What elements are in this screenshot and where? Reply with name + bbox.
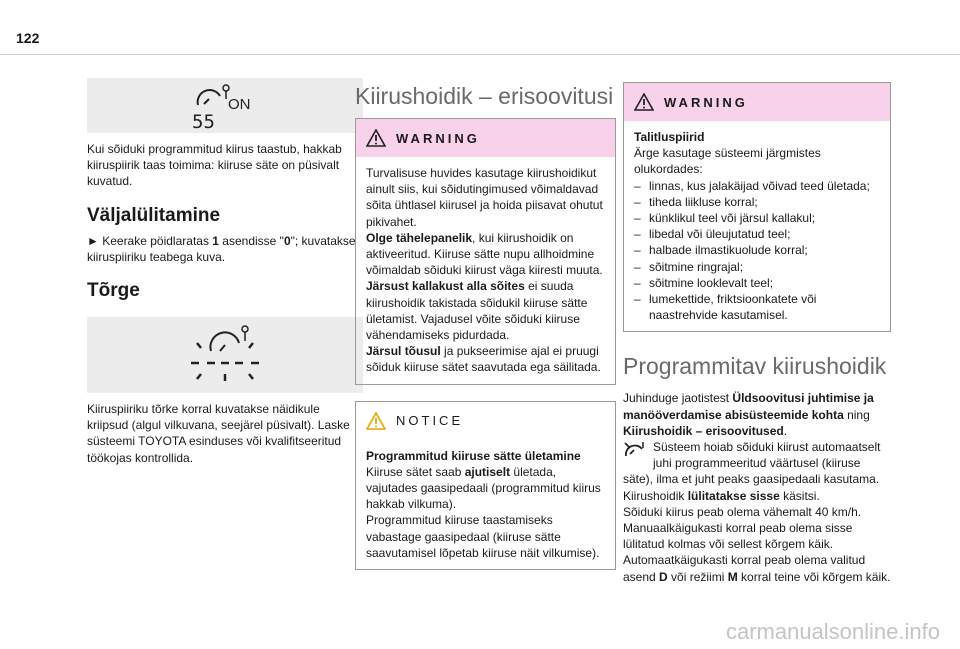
limits-warning-body	[624, 121, 890, 331]
header-divider	[0, 54, 960, 55]
heading-fault: Tõrge	[87, 280, 140, 302]
list-item: – sõitmine ringrajal;	[634, 259, 744, 274]
limits-warning-box	[623, 82, 891, 332]
speed-limiter-on-figure	[87, 78, 363, 133]
restore-paragraph: Kui sõiduki programmitud kiirus taastub, hakkab kiiruspiirik taas toimima: kiiruse säte on püsivalt kuvatud.	[87, 142, 342, 189]
speed-requirement: Sõiduki kiirus peab olema vähemalt 40 km/h.	[623, 504, 862, 519]
list-item: – tiheda liikluse korral;	[634, 194, 758, 209]
limits-intro: Ärge kasutage süsteemi järgmistes olukordades:	[634, 146, 821, 177]
fault-figure	[87, 317, 363, 393]
automatic-gearbox-paragraph: Automaatkäigukasti korral peab olema valitud asend D või režiimi M korral teine või kõrgem käik.	[623, 553, 891, 584]
left-column	[87, 78, 363, 466]
warning-p3: Järsust kallakust alla sõites ei suuda kiirushoidik takistada sõidukil kiiruse sätte ületamist. Vajadusel võite sõiduki kiiruse vähendamiseks pidurdada.	[366, 279, 588, 343]
limits-subtitle: Talitluspiirid	[634, 130, 705, 144]
watermark: carmanualsonline.info	[725, 619, 940, 644]
heading-switch-off: Väljalülitamine	[87, 204, 221, 226]
limits-list	[634, 178, 880, 324]
speed-limiter-fault-icon	[185, 323, 265, 387]
notice-title: NOTICE	[396, 413, 464, 429]
right-column	[623, 78, 891, 585]
system-paragraph-block	[623, 439, 891, 488]
notice-p2: Programmitud kiiruse taastamiseks vabastage gaasipedaal (kiiruse sätte saavutamisel lõpetab kiiruse näit vilkumise).	[366, 513, 600, 560]
list-item: – linnas, kus jalakäijad võivad teed ületada;	[634, 178, 870, 193]
manual-gearbox-paragraph: Manuaalkäigukasti korral peab olema sisse lülitatud kolmas või sellest kõrgem käik.	[623, 521, 853, 552]
switch-off-paragraph: ► Keerake pöidlaratas 1 asendisse "0"; kuvatakse kiiruspiiriku teabega kuva.	[87, 233, 356, 264]
page-number: 122	[16, 30, 40, 46]
warning-title: WARNING	[396, 130, 480, 146]
warning-title: WARNING	[664, 94, 748, 110]
warning-box	[355, 118, 616, 385]
section-title-recommendations: Kiirushoidik – erisoovitusi	[355, 83, 614, 109]
warning-p1: Turvalisuse huvides kasutage kiirushoidikut ainult siis, kui sõidutingimused võimaldavad sõita ühtlasel kiirusel ja hoida piisavat ohutut pikivahet.	[366, 166, 603, 229]
warning-p4: Järsul tõusul ja pukseerimise ajal ei pruugi sõiduk kiiruse sätet saavutada ega säilitada.	[366, 344, 601, 375]
list-item: – libedal või üleujutatud teel;	[634, 227, 791, 242]
warning-body	[356, 157, 615, 384]
fault-paragraph: Kiiruspiiriku tõrke korral kuvatakse näidikule kriipsud (algul vilkuvana, seejärel püsivalt). Laske süsteemi TOYOTA esinduses või kvalifitseeritud töökojas kontrollida.	[87, 402, 350, 465]
list-item: – halbade ilmastikuolude korral;	[634, 243, 808, 258]
reference-paragraph: Juhinduge jaotistest Üldsoovitusi juhtimise ja manööverdamise abisüsteemide kohta ning Kiirushoidik – erisoovitused.	[623, 391, 874, 438]
cruise-control-icon	[623, 440, 647, 460]
on-label: ON	[228, 95, 251, 113]
speedometer-on-icon	[190, 82, 260, 130]
section-title-programmable: Programmitav kiirushoidik	[623, 353, 887, 380]
system-paragraph: Süsteem hoiab sõiduki kiirust automaatselt juhi programmeeritud väärtusel (kiiruse säte), ilma et juht peaks gaasipedaali kasutama.	[623, 440, 881, 487]
list-item: – lumekettide, friktsioonkatete või naastrehvide kasutamisel.	[634, 292, 817, 323]
notice-p1: Kiiruse sätet saab ajutiselt ületada, vajutades gaasipedaali (programmitud kiirus hakkab vilkuma).	[366, 464, 601, 512]
middle-column	[355, 82, 616, 570]
notice-box	[355, 401, 616, 570]
list-item: – künklikul teel või järsul kallakul;	[634, 211, 816, 226]
activation-paragraph: Kiirushoidik lülitatakse sisse käsitsi.	[623, 488, 820, 503]
svg-text:55: 55	[192, 110, 215, 130]
warning-triangle-icon	[634, 93, 654, 111]
list-item: – sõitmine looklevalt teel;	[634, 275, 774, 290]
limits-warning-header	[624, 83, 890, 121]
warning-header	[356, 119, 615, 157]
warning-p2: Olge tähelepanelik, kui kiirushoidik on aktiveeritud. Kiiruse sätte nupu allhoidmine võimaldab sõiduki kiirust väga kiiresti muuta.	[366, 230, 603, 278]
notice-body	[356, 440, 615, 569]
notice-header	[356, 402, 615, 440]
notice-subtitle: Programmitud kiiruse sätte ületamine	[366, 448, 581, 463]
warning-triangle-icon	[366, 129, 386, 147]
notice-triangle-icon	[366, 412, 386, 430]
